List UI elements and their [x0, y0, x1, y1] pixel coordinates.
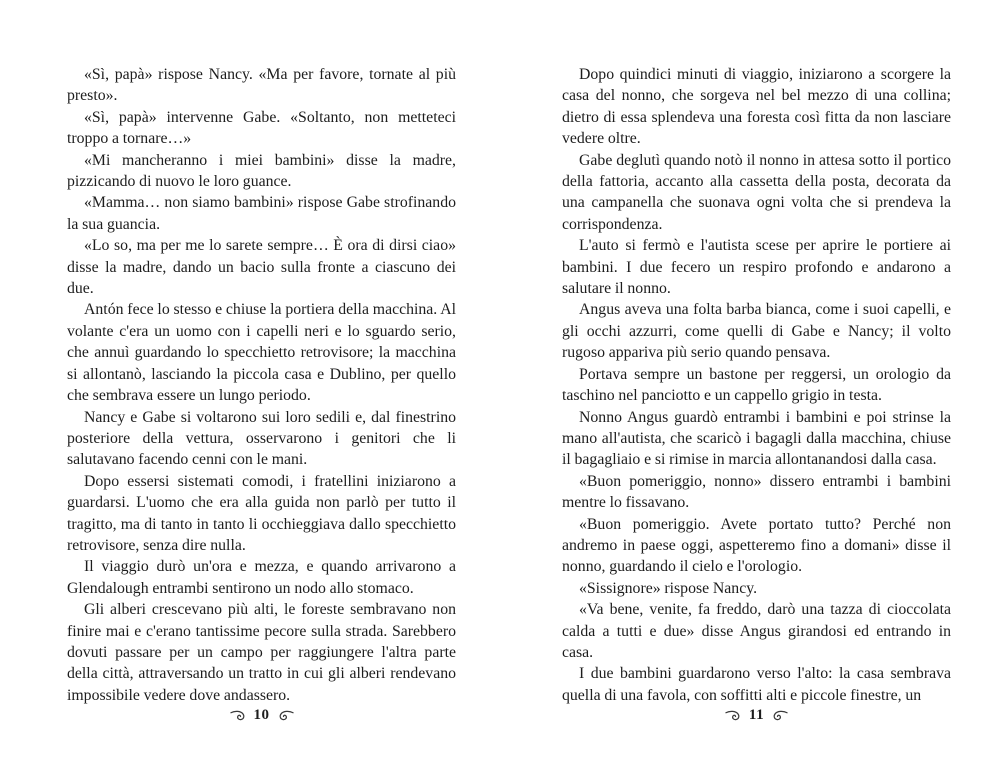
page-text-left	[67, 64, 456, 706]
page-text-right	[562, 64, 951, 706]
paragraph: Angus aveva una folta barba bianca, come i suoi capelli, e gli occhi azzurri, come quelli di Gabe e Nancy; il volto rugoso appariva più serio quando pensava.	[562, 301, 951, 362]
paragraph: Dopo quindici minuti di viaggio, iniziarono a scorgere la casa del nonno, che sorgeva nel bel mezzo di una collina; dietro di essa splendeva una foresta così fitta da non lasciare vedere oltre.	[562, 66, 951, 148]
swirl-ornament-icon	[725, 710, 741, 721]
page-footer-right	[562, 708, 951, 723]
swirl-ornament-icon	[772, 710, 788, 721]
paragraph: L'auto si fermò e l'autista scese per aprire le portiere ai bambini. I due fecero un respiro profondo e andarono a salutare il nonno.	[562, 237, 951, 298]
paragraph: Gabe deglutì quando notò il nonno in attesa sotto il portico della fattoria, accanto alla cassetta della posta, decorata da una campanella che suonava ogni volta che si prendeva la corrispondenza.	[562, 151, 951, 233]
paragraph: «Buon pomeriggio, nonno» dissero entrambi i bambini mentre lo fissavano.	[562, 472, 951, 512]
swirl-ornament-icon	[230, 710, 246, 721]
paragraph: Gli alberi crescevano più alti, le foreste sembravano non finire mai e c'erano tantissime pecore sulla strada. Sarebbero dovuti passare per un campo per raggiungere l'altra parte della città, attraversando un tratto in cui gli alberi rendevano impossibile vedere dove andassero.	[67, 601, 456, 704]
paragraph: Dopo essersi sistemati comodi, i fratellini iniziarono a guardarsi. L'uomo che era alla guida non parlò per tutto il tragitto, ma di tanto in tanto li occhieggiava dallo specchietto retrovisore, senza dire nulla.	[67, 472, 456, 554]
paragraph: I due bambini guardarono verso l'alto: la casa sembrava quella di una favola, con soffitti alti e piccole finestre, un	[562, 665, 951, 704]
paragraph: Antón fece lo stesso e chiuse la portiera della macchina. Al volante c'era un uomo con i capelli neri e lo sguardo serio, che annuì guardando lo specchietto retrovisore; la macchina si allontanò, lasciando la piccola casa e Dublino, per quello che sembrava essere un lungo periodo.	[67, 301, 456, 405]
paragraph: Nancy e Gabe si voltarono sui loro sedili e, dal finestrino posteriore della vettura, osservarono i genitori che li salutavano facendo cenni con le mani.	[67, 408, 456, 469]
paragraph: Il viaggio durò un'ora e mezza, e quando arrivarono a Glendalough entrambi sentirono un nodo allo stomaco.	[67, 558, 456, 597]
paragraph: «Sì, papà» intervenne Gabe. «Soltanto, non metteteci troppo a tornare…»	[67, 108, 456, 148]
swirl-ornament-icon	[278, 710, 294, 721]
paragraph: «Va bene, venite, fa freddo, darò una tazza di cioccolata calda a tutti e due» disse Angus girandosi ed entrando in casa.	[562, 601, 951, 661]
paragraph: «Buon pomeriggio. Avete portato tutto? Perché non andremo in paese oggi, aspetteremo fino a domani» disse il nonno, guardando il cielo e l'orologio.	[562, 515, 951, 576]
page-right	[562, 64, 951, 706]
paragraph: «Lo so, ma per me lo sarete sempre… È ora di dirsi ciao» disse la madre, dando un bacio sulla fronte a ciascuno dei due.	[67, 237, 456, 298]
page-footer-left	[67, 708, 456, 723]
page-left	[67, 64, 456, 706]
paragraph: Nonno Angus guardò entrambi i bambini e poi strinse la mano all'autista, che scaricò i bagagli dalla macchina, chiuse il bagagliaio e si rimise in marcia allontanandosi dalla casa.	[562, 408, 951, 469]
paragraph: «Sissignore» rispose Nancy.	[579, 579, 758, 597]
paragraph: Portava sempre un bastone per reggersi, un orologio da taschino nel panciotto e un cappello grigio in testa.	[562, 365, 951, 405]
paragraph: «Sì, papà» rispose Nancy. «Ma per favore, tornate al più presto».	[67, 66, 456, 105]
paragraph: «Mamma… non siamo bambini» rispose Gabe strofinando la sua guancia.	[67, 194, 456, 233]
page-number-left: 10	[253, 707, 270, 723]
paragraph: «Mi mancheranno i miei bambini» disse la madre, pizzicando di nuovo le loro guance.	[67, 151, 456, 191]
page-number-right: 11	[748, 707, 765, 723]
